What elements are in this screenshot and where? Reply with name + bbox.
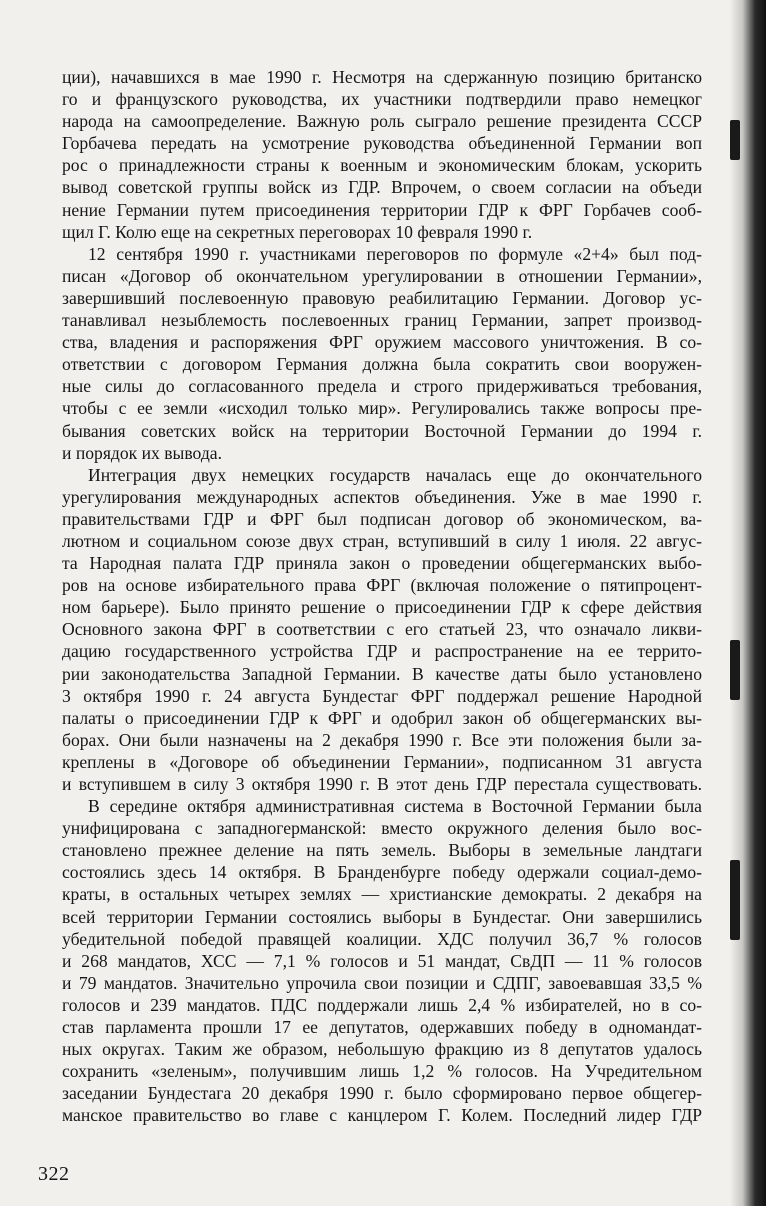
scan-edge-speckle <box>730 120 740 160</box>
text-line: ции), начавшихся в мае 1990 г. Несмотря на сдержанную позицию британско <box>62 67 702 87</box>
text-line: ответствии с договором Германия должна была сократить свои вооружен- <box>62 354 702 375</box>
text-line: 3 октября 1990 г. 24 августа Бундестаг ФРГ поддержал решение Народной <box>62 685 702 706</box>
text-line: танавливал незыблемость послевоенных границ Германии, запрет производ- <box>62 310 702 331</box>
text-line: ном барьере). Было принято решение о присоединении ГДР к сфере действия <box>62 597 702 618</box>
text-line: и порядок их вывода. <box>62 442 222 463</box>
text-line: писан «Договор об окончательном урегулировании в отношении Германии», <box>62 265 702 286</box>
text-line: и вступившем в силу 3 октября 1990 г. В этот день ГДР перестала существовать. <box>62 774 702 794</box>
text-line: унифицирована с западногерманской: вместо окружного деления было вос- <box>62 818 702 839</box>
text-line: бывания советских войск на территории Восточной Германии до 1994 г. <box>62 420 702 441</box>
text-line: борах. Они были назначены на 2 декабря 1990 г. Все эти положения были за- <box>62 729 702 750</box>
text-line: Интеграция двух немецких государств началась еще до окончательного <box>88 464 702 485</box>
text-line: В середине октября административная система в Восточной Германии была <box>88 796 702 817</box>
page-number: 322 <box>38 1163 70 1185</box>
text-line: завершивший послевоенную правовую реабилитацию Германии. Договор ус- <box>62 287 702 308</box>
text-line: Основного закона ФРГ в соответствии с его статьей 23, что означало ликви- <box>62 619 702 640</box>
paragraph-1 <box>62 66 702 243</box>
text-line: голосов и 239 мандатов. ПДС поддержали лишь 2,4 % избирателей, но в со- <box>62 994 702 1015</box>
paragraph-2 <box>62 243 702 464</box>
paragraph-3 <box>62 464 702 795</box>
text-line: Горбачева передать на усмотрение руководства объединенной Германии воп <box>62 133 702 154</box>
text-line: урегулирования международных аспектов объединения. Уже в мае 1990 г. <box>62 486 702 507</box>
text-line: вывод советской группы войск из ГДР. Впрочем, о своем согласии на объеди <box>62 177 702 198</box>
text-line: дацию государственного устройства ГДР и распространение на ее террито- <box>62 641 702 662</box>
text-line: став парламента прошли 17 ее депутатов, одержавших победу в одномандат- <box>62 1017 702 1038</box>
text-line: лютном и социальном союзе двух стран, вступивший в силу 1 июля. 22 авгус- <box>62 530 702 551</box>
text-line: та Народная палата ГДР приняла закон о проведении общегерманских выбо- <box>62 553 702 574</box>
text-line: нение Германии путем присоединения территории ГДР к ФРГ Горбачев сооб- <box>62 199 702 220</box>
text-line: ства, владения и распоряжения ФРГ оружием массового уничтожения. В со- <box>62 332 702 353</box>
text-line: всей территории Германии состоялись выборы в Бундестаг. Они завершились <box>62 906 702 927</box>
text-line: заседании Бундестага 20 декабря 1990 г. было сформировано первое общегер- <box>62 1083 702 1104</box>
text-line: состоялись здесь 14 октября. В Бранденбурге победу одержали социал-демо- <box>62 862 702 883</box>
body-text <box>62 66 702 1127</box>
text-line: и 268 мандатов, ХСС — 7,1 % голосов и 51 мандат, СвДП — 11 % голосов <box>62 950 702 971</box>
text-line: народа на самоопределение. Важную роль сыграло решение президента СССР <box>62 111 702 132</box>
text-line: го и французского руководства, их участники подтвердили право немецког <box>62 89 702 110</box>
text-line: ров на основе избирательного права ФРГ (включая положение о пятипроцент- <box>62 575 702 596</box>
text-line: манское правительство во главе с канцлером Г. Колем. Последний лидер ГДР <box>62 1105 702 1126</box>
text-line: креплены в «Договоре об объединении Германии», подписанном 31 августа <box>62 751 702 772</box>
paragraph-4 <box>62 795 702 1126</box>
text-line: рии законодательства Западной Германии. В качестве даты было установлено <box>62 663 702 684</box>
text-line: убедительной победой правящей коалиции. ХДС получил 36,7 % голосов <box>62 928 702 949</box>
text-line: ные силы до согласованного предела и строго придерживаться требования, <box>62 376 702 397</box>
text-line: чтобы с ее земли «исходил только мир». Регулировались также вопросы пре- <box>62 398 702 419</box>
text-line: палаты о присоединении ГДР к ФРГ и одобрил закон об общегерманских вы- <box>62 707 702 728</box>
text-line: краты, в остальных четырех землях — христианские демократы. 2 декабря на <box>62 884 702 905</box>
text-line: рос о принадлежности страны к военным и экономическим блокам, ускорить <box>62 155 702 176</box>
scan-edge-shadow <box>730 0 766 1206</box>
text-line: правительствами ГДР и ФРГ был подписан договор об экономическом, ва- <box>62 508 702 529</box>
scan-edge-speckle <box>730 640 740 700</box>
scan-edge-speckle <box>730 860 740 940</box>
text-line: 12 сентября 1990 г. участниками переговоров по формуле «2+4» был под- <box>88 243 702 264</box>
text-line: сохранить «зеленым», получившим лишь 1,2 % голосов. На Учредительном <box>62 1061 702 1082</box>
text-line: ных округах. Таким же образом, небольшую фракцию из 8 депутатов удалось <box>62 1039 702 1060</box>
text-line: становлено прежнее деление на пять земель. Выборы в земельные ландтаги <box>62 840 702 861</box>
text-line: и 79 мандатов. Значительно упрочила свои позиции и СДПГ, завоевавшая 33,5 % <box>62 972 702 993</box>
text-line: щил Г. Колю еще на секретных переговорах 10 февраля 1990 г. <box>62 221 533 242</box>
